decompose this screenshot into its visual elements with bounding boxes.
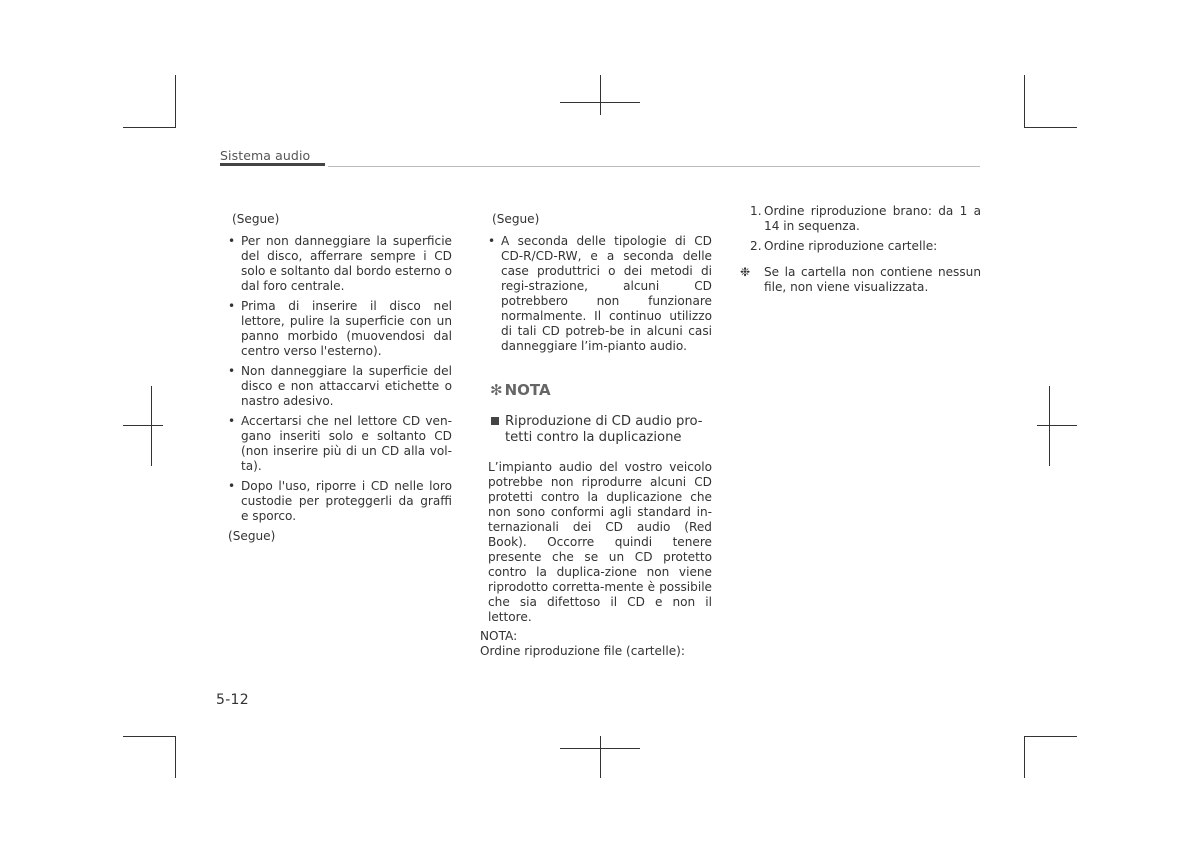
list-item: • Per non danneggiare la superficie del disco, afferrare sempre i CD solo e soltanto dal bordo esterno o dal foro centrale. [228,234,452,293]
crop-mark [175,736,176,778]
nota-heading [490,383,712,398]
bullet-icon: • [228,479,236,493]
crop-mark [600,736,601,778]
square-bullet-icon [491,417,499,425]
crop-mark [123,127,176,128]
column-middle [488,212,712,625]
footer-note-text: Ordine riproduzione file (cartelle): [480,644,685,658]
bullet-icon: • [228,364,236,378]
continued-label: (Segue) [492,212,540,226]
cd-care-list [228,234,452,524]
continued-label: (Segue) [232,212,280,226]
list-item: • A seconda delle tipologie di CD CD-R/CD-RW, e a seconda delle case produttrici o dei metodi di regi-strazione, alcuni CD potrebbero non funzionare normalmente. Il continuo utilizzo di tali CD potreb-be in alcuni casi danneggiare l’im-pianto audio. [488,234,712,353]
list-item: 1. Ordine riproduzione brano: da 1 a 14 in sequenza. [750,204,981,233]
nota-subheading: Riproduzione di CD audio pro-tetti contro la duplicazione [488,414,712,446]
crop-mark [175,75,176,128]
crop-mark [1049,386,1050,466]
column-right [740,204,981,295]
bullet-icon: • [228,234,236,248]
crop-mark [151,386,152,466]
footer-note-label: NOTA: [480,629,518,643]
bullet-icon: • [228,299,236,313]
list-item: 2. Ordine riproduzione cartelle: [750,239,938,253]
bullet-icon: • [488,234,496,248]
item-number: 2. [750,239,762,253]
nota-body: L’impianto audio del vostro veicolo potrebbe non riprodurre alcuni CD protetti contro la duplicazione che non sono conformi agli standard in-ternazionali dei CD audio (Red Book). Occorre quindi tenere presente che se un CD protetto contro la duplica-zione non viene riprodotto corretta-mente è possibile che sia difettoso il CD e non il lettore. [488,460,712,624]
crop-mark [1024,736,1077,737]
header-rule [328,166,980,167]
crop-mark [1037,425,1077,426]
list-item: • Prima di inserire il disco nel lettore, pulire la superficie con un panno morbido (muovendosi dal centro verso l'esterno). [228,299,452,358]
crop-mark [123,425,163,426]
section-title: Sistema audio [220,148,311,163]
asterisk-note: ❉ Se la cartella non contiene nessun file, non viene visualizzata. [740,265,981,294]
asterisk-icon: ✻ [490,381,503,399]
asterisk-icon: ❉ [740,265,751,279]
page-number: 5-12 [216,692,249,708]
bullet-icon: • [228,414,236,428]
cd-type-list [488,234,712,354]
crop-mark [1024,736,1025,778]
column-left [228,212,452,544]
crop-mark [600,75,601,115]
playback-order-list [745,204,981,254]
list-item: • Non danneggiare la superficie del disco e non attaccarvi etichette o nastro adesivo. [228,364,452,408]
footer-note [480,629,685,659]
crop-mark [1024,127,1077,128]
nota-title: NOTA [504,381,551,399]
section-title-bar [220,163,325,166]
crop-mark [123,736,176,737]
item-number: 1. [750,204,762,218]
list-item: • Accertarsi che nel lettore CD ven-gano inseriti solo e soltanto CD (non inserire più di un CD alla vol-ta). [228,414,452,473]
continued-label: (Segue) [228,529,276,543]
list-item: • Dopo l'uso, riporre i CD nelle loro custodie per proteggerli da graffi e sporco. [228,479,452,523]
crop-mark [1024,75,1025,128]
